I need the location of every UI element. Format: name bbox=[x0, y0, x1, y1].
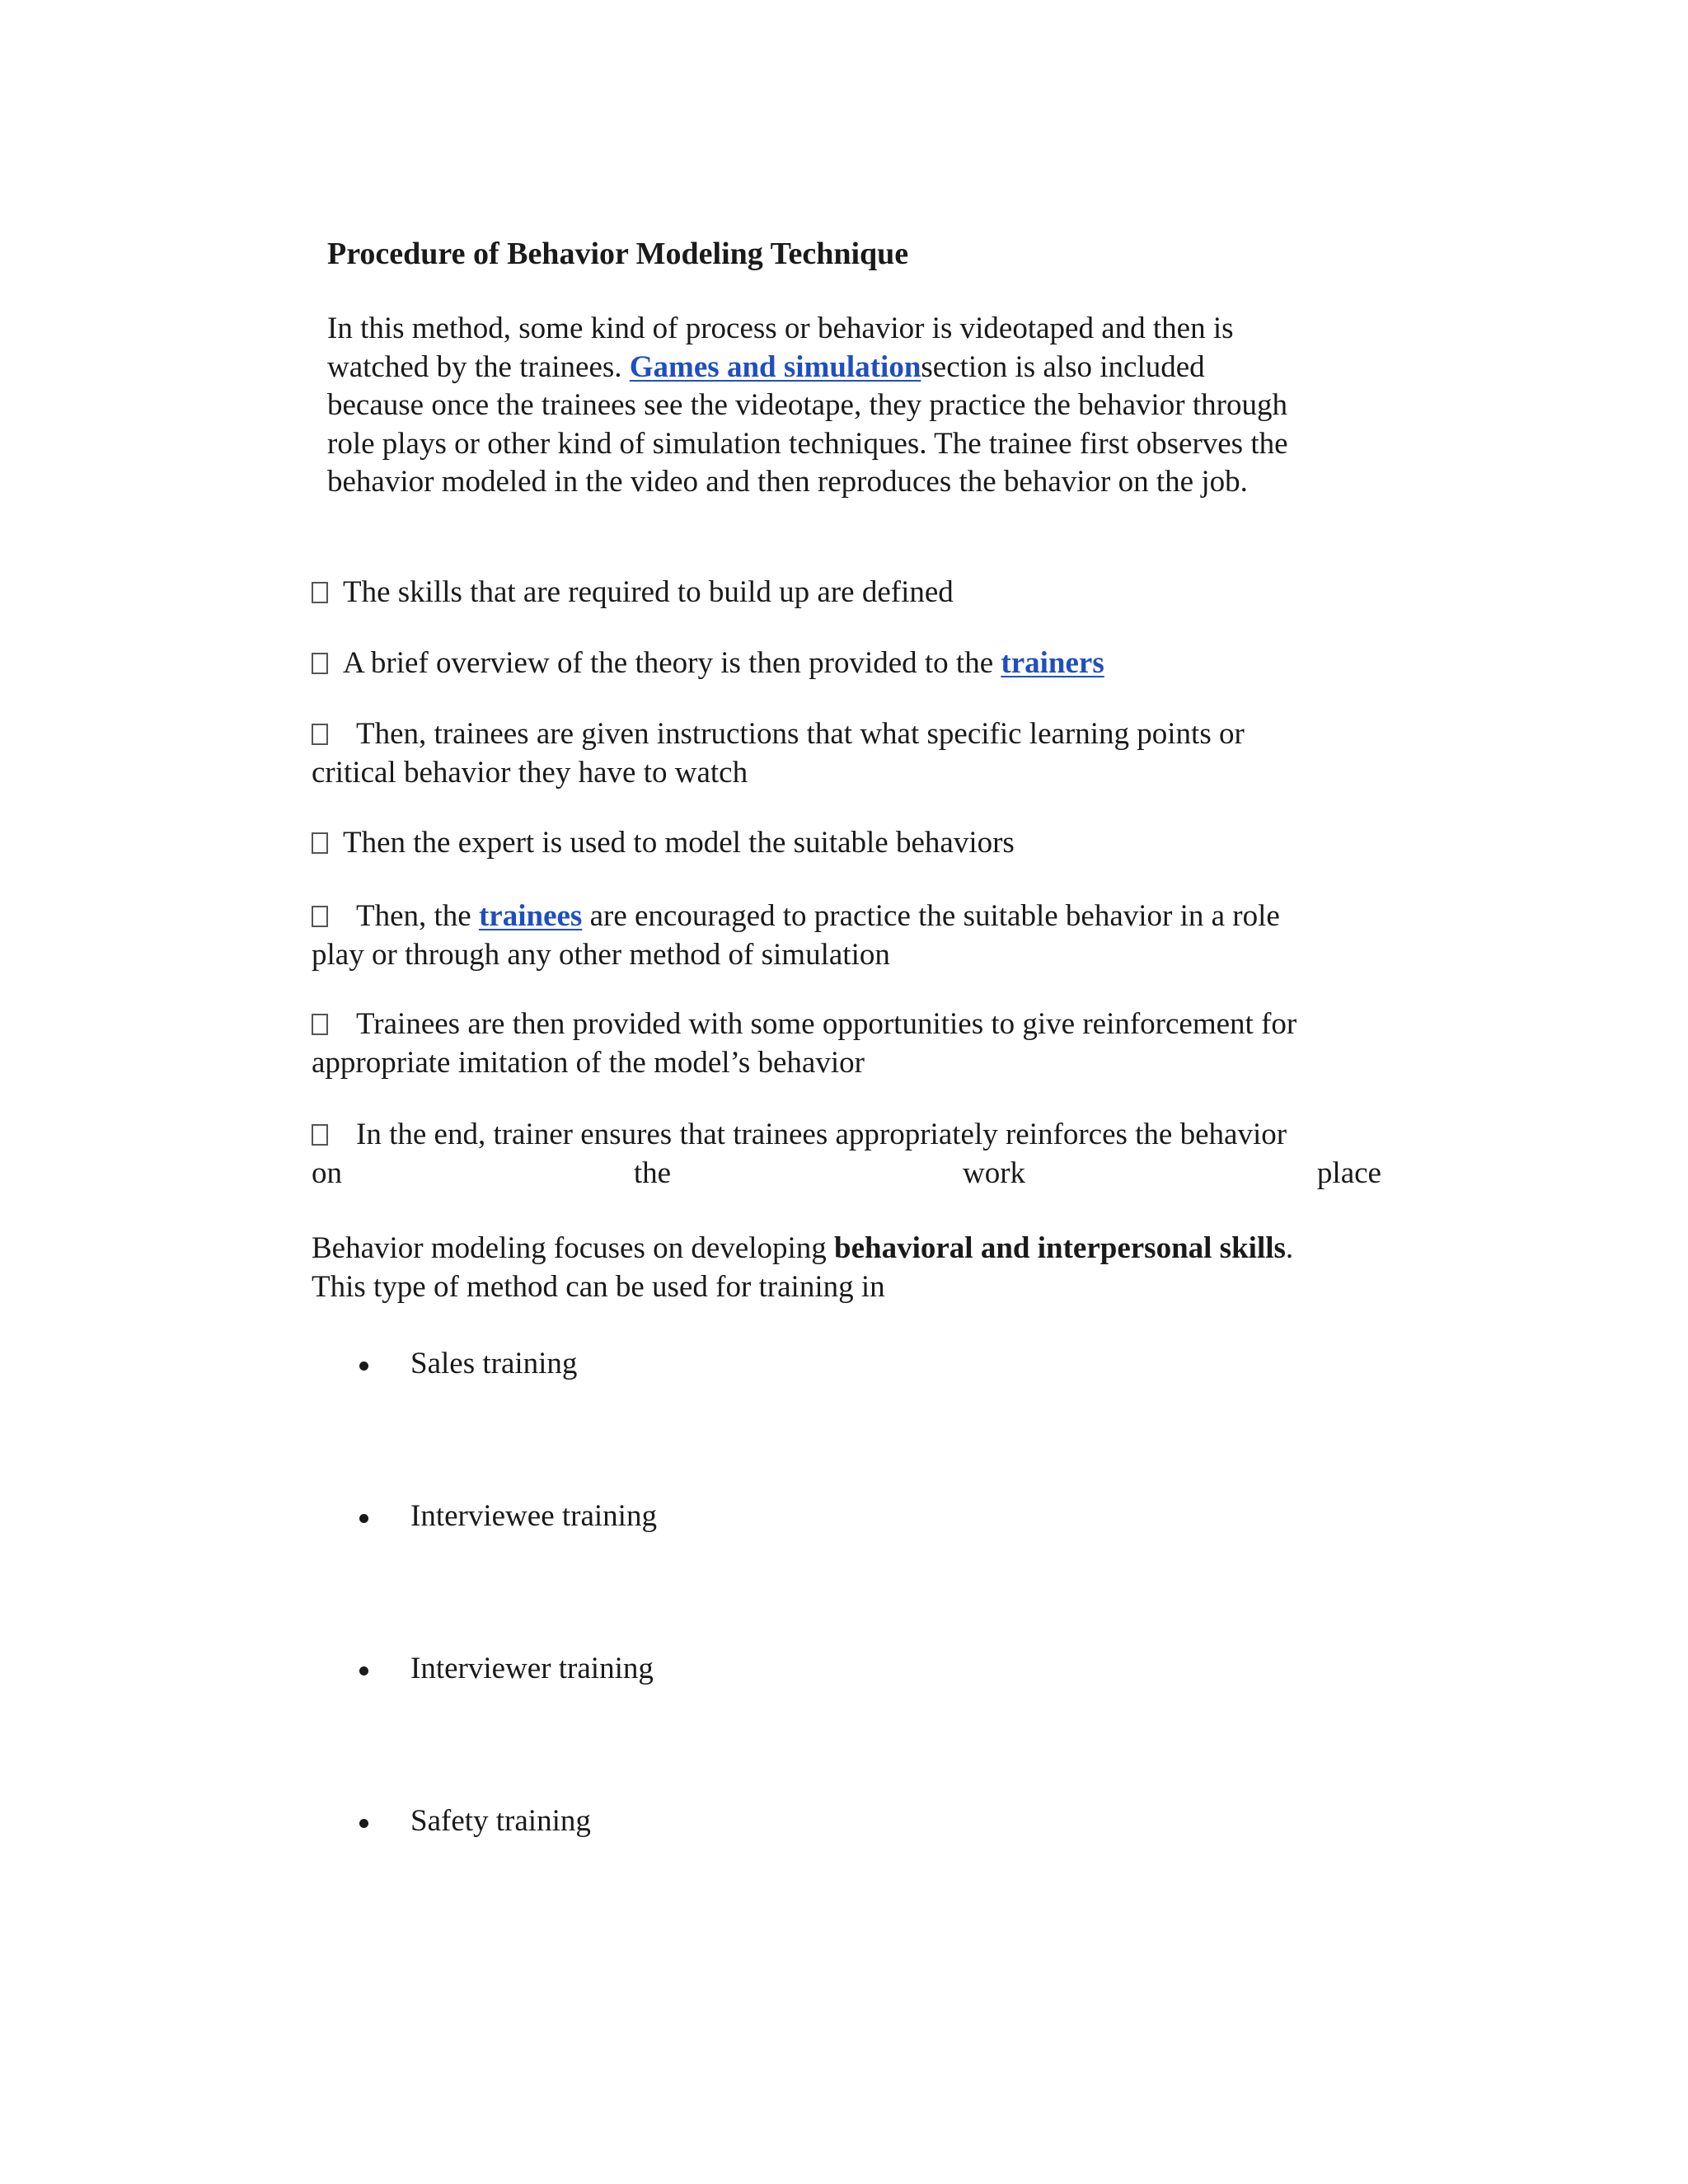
bullet-icon bbox=[359, 1514, 368, 1523]
step-item bbox=[312, 897, 1381, 974]
summary-text: . bbox=[1285, 1231, 1294, 1265]
step-text: Then, the bbox=[356, 899, 479, 933]
step-text: play or through any other method of simulation bbox=[312, 938, 890, 972]
intro-line: behavior modeled in the video and then reproduces the behavior on the job. bbox=[327, 465, 1248, 499]
step-text: critical behavior they have to watch bbox=[312, 756, 748, 790]
checkbox-glyph-icon bbox=[312, 832, 328, 854]
intro-paragraph bbox=[327, 310, 1374, 502]
trainees-link[interactable]: trainees bbox=[478, 899, 583, 933]
bullet-icon bbox=[359, 1666, 368, 1675]
step-item bbox=[312, 1115, 1381, 1193]
list-item bbox=[354, 1802, 657, 1955]
checkbox-glyph-icon bbox=[312, 582, 328, 603]
intro-line bbox=[327, 349, 1374, 387]
step-text: are encouraged to practice the suitable behavior in a role bbox=[582, 899, 1280, 933]
intro-line: In this method, some kind of process or behavior is videotaped and then is bbox=[327, 312, 1234, 345]
step-item bbox=[312, 1005, 1381, 1082]
list-item-text: Interviewee training bbox=[410, 1499, 657, 1533]
training-uses-list bbox=[354, 1345, 657, 1955]
step-word: the bbox=[633, 1156, 672, 1190]
step-item bbox=[312, 823, 1381, 862]
checkbox-glyph-icon bbox=[312, 653, 328, 674]
games-and-simulation-link[interactable]: Games and simulation bbox=[629, 349, 921, 384]
checkbox-glyph-icon bbox=[312, 1014, 328, 1035]
list-item bbox=[354, 1650, 657, 1802]
intro-text: watched by the trainees. bbox=[327, 349, 630, 384]
trainers-link[interactable]: trainers bbox=[1001, 646, 1104, 680]
step-word: work bbox=[962, 1156, 1026, 1190]
step-text: appropriate imitation of the model’s behavior bbox=[312, 1046, 865, 1080]
bullet-icon bbox=[359, 1361, 368, 1371]
list-item-text: Interviewer training bbox=[410, 1652, 654, 1685]
step-word: place bbox=[1316, 1156, 1381, 1190]
checkbox-glyph-icon bbox=[312, 906, 328, 927]
list-item bbox=[354, 1345, 657, 1497]
step-text: Trainees are then provided with some opportunities to give reinforcement for bbox=[356, 1007, 1297, 1041]
summary-paragraph bbox=[312, 1229, 1381, 1306]
summary-text: This type of method can be used for training in bbox=[312, 1270, 885, 1304]
step-text: Then the expert is used to model the suitable behaviors bbox=[343, 826, 1015, 860]
intro-line: role plays or other kind of simulation techniques. The trainee first observes the bbox=[327, 426, 1288, 461]
summary-text: Behavior modeling focuses on developing bbox=[312, 1231, 835, 1265]
step-text: In the end, trainer ensures that trainees appropriately reinforces the behavior bbox=[356, 1118, 1287, 1151]
step-word: on bbox=[312, 1156, 342, 1190]
list-item bbox=[354, 1497, 657, 1650]
step-text: A brief overview of the theory is then provided to the bbox=[343, 646, 1001, 680]
list-item-text: Sales training bbox=[410, 1347, 578, 1380]
list-item-text: Safety training bbox=[410, 1804, 591, 1838]
summary-emphasis: behavioral and interpersonal skills bbox=[834, 1231, 1286, 1265]
bullet-icon bbox=[359, 1819, 368, 1828]
intro-line: because once the trainees see the videotape, they practice the behavior through bbox=[327, 388, 1287, 422]
step-item bbox=[312, 644, 1381, 682]
step-item bbox=[312, 573, 1381, 612]
step-item bbox=[312, 715, 1381, 792]
step-text: Then, trainees are given instructions that what specific learning points or bbox=[356, 717, 1245, 751]
checkbox-glyph-icon bbox=[312, 724, 328, 745]
page-title: Procedure of Behavior Modeling Technique bbox=[327, 237, 909, 271]
step-text: The skills that are required to build up are defined bbox=[343, 575, 954, 609]
intro-text: section is also included bbox=[921, 349, 1205, 384]
checkbox-glyph-icon bbox=[312, 1124, 328, 1146]
